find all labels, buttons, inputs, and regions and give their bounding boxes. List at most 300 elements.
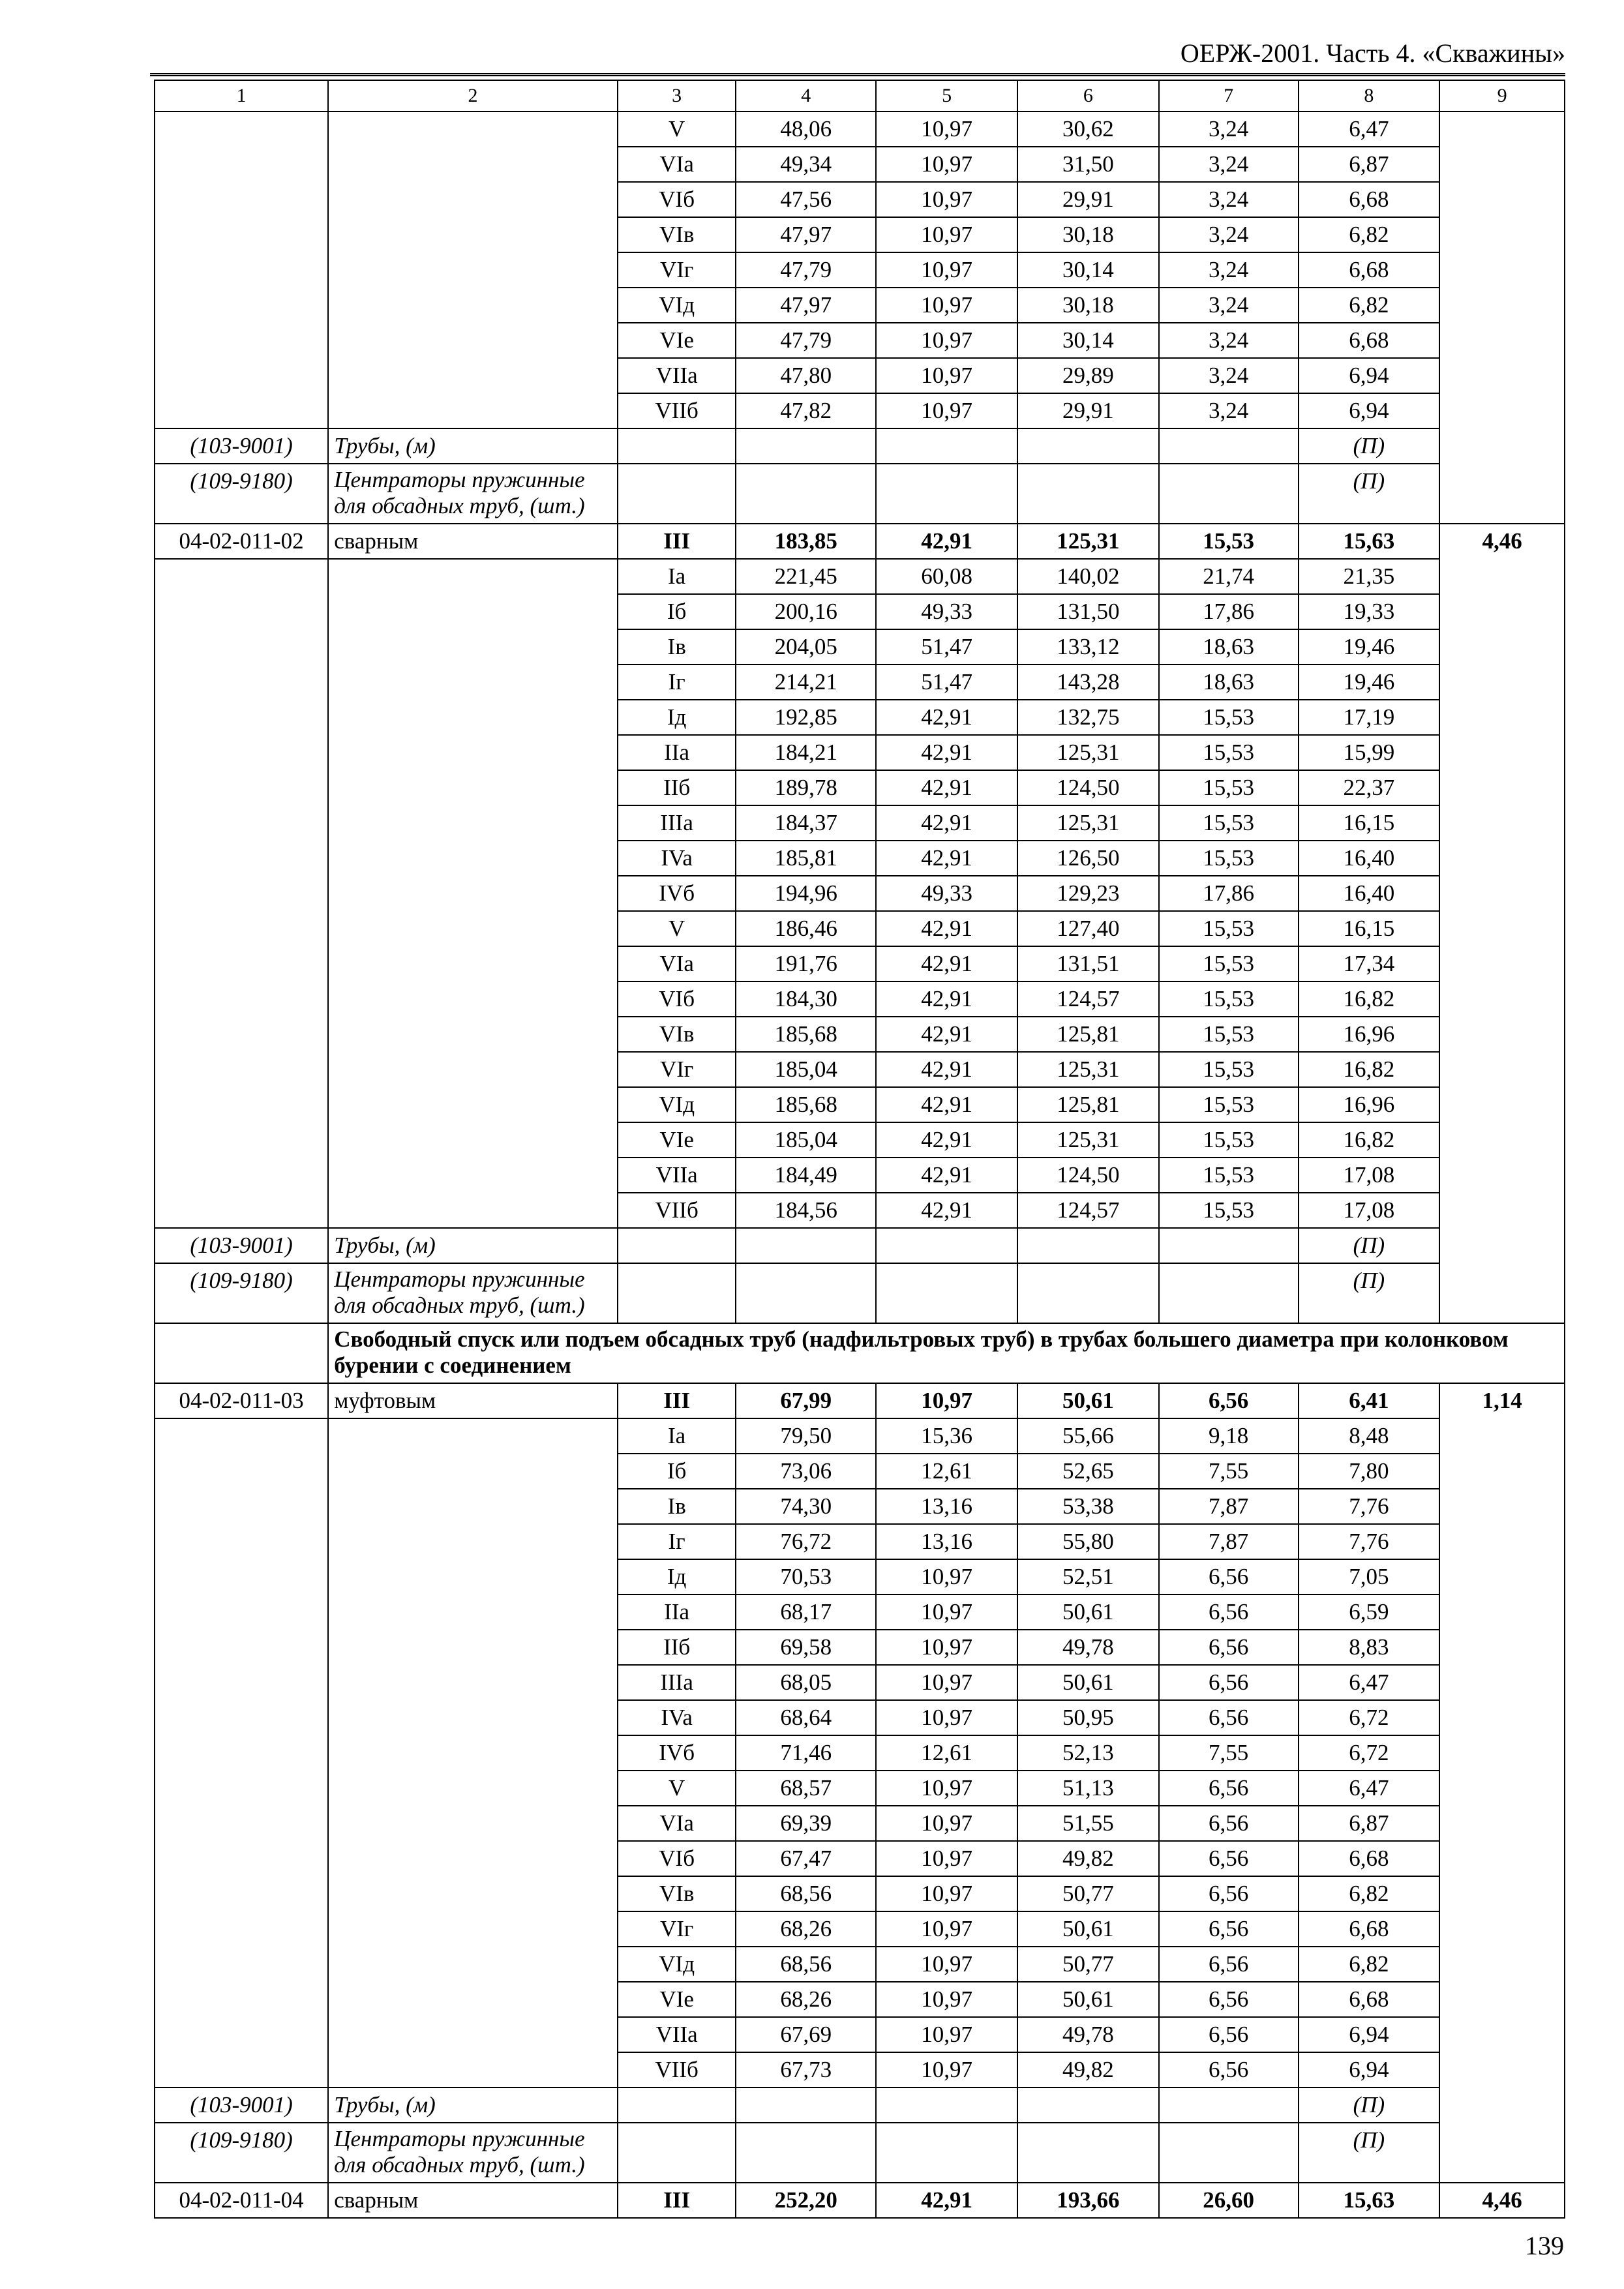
value-cell: 8,83: [1299, 1630, 1440, 1665]
name-cell: [328, 112, 618, 428]
value-cell: 10,97: [876, 1982, 1017, 2017]
empty-cell: [1159, 464, 1299, 524]
name-cell: сварным: [328, 524, 618, 559]
value-cell: 51,13: [1017, 1771, 1159, 1806]
value-cell: 19,33: [1299, 594, 1440, 629]
value-cell: 15,53: [1159, 1017, 1299, 1052]
value-cell: 68,17: [736, 1594, 876, 1630]
value-cell: 185,68: [736, 1087, 876, 1122]
zone-cell: V: [618, 112, 736, 147]
value-cell: 48,06: [736, 112, 876, 147]
value-cell: 47,82: [736, 393, 876, 428]
value-cell: 10,97: [876, 2017, 1017, 2052]
zone-cell: IIa: [618, 1594, 736, 1630]
value-cell: 7,80: [1299, 1454, 1440, 1489]
value-cell: 10,97: [876, 1911, 1017, 1947]
code-cell: [155, 112, 328, 428]
value-cell: 3,24: [1159, 323, 1299, 358]
value-cell: 185,04: [736, 1122, 876, 1158]
value-cell: 15,53: [1159, 700, 1299, 735]
value-cell: 68,05: [736, 1665, 876, 1700]
value-cell: 10,97: [876, 1841, 1017, 1876]
value-cell: 50,77: [1017, 1947, 1159, 1982]
value-cell: 10,97: [876, 182, 1017, 217]
value-cell: 8,48: [1299, 1418, 1440, 1454]
resource-code: (103-9001): [155, 2087, 328, 2123]
zone-cell: VIa: [618, 147, 736, 182]
value-cell: 189,78: [736, 770, 876, 805]
value-cell: 125,31: [1017, 1122, 1159, 1158]
value-cell: 22,37: [1299, 770, 1440, 805]
value-cell: 6,68: [1299, 252, 1440, 288]
zone-cell: VIб: [618, 1841, 736, 1876]
value-cell: 140,02: [1017, 559, 1159, 594]
empty-cell: [876, 1228, 1017, 1263]
value-cell: 42,91: [876, 735, 1017, 770]
zone-cell: VIд: [618, 1087, 736, 1122]
empty-cell: [618, 464, 736, 524]
value-cell: 16,40: [1299, 876, 1440, 911]
zone-cell: Iб: [618, 594, 736, 629]
value-cell: 185,81: [736, 841, 876, 876]
value-cell: 6,94: [1299, 2052, 1440, 2087]
value-cell: 17,08: [1299, 1158, 1440, 1193]
table-row-main: [155, 1383, 1565, 1418]
empty-cell: [1017, 428, 1159, 464]
value-cell: 68,64: [736, 1700, 876, 1735]
value-cell: 74,30: [736, 1489, 876, 1524]
page-number: 139: [1525, 2231, 1564, 2260]
resource-code: (109-9180): [155, 1263, 328, 1323]
value-cell: 50,61: [1017, 1911, 1159, 1947]
value-cell: 31,50: [1017, 147, 1159, 182]
empty-cell: [618, 2123, 736, 2183]
value-cell: 19,46: [1299, 665, 1440, 700]
resource-mark: (П): [1299, 428, 1440, 464]
value-cell: 30,18: [1017, 217, 1159, 252]
value-cell: 6,56: [1159, 1911, 1299, 1947]
value-cell: 184,37: [736, 805, 876, 841]
value-cell: 76,72: [736, 1524, 876, 1559]
resource-name: Трубы, (м): [328, 428, 618, 464]
resource-mark: (П): [1299, 1263, 1440, 1323]
material-row-centrators: [155, 464, 1565, 524]
empty-cell: [876, 2087, 1017, 2123]
column-number: 3: [618, 80, 736, 112]
value-cell: 50,61: [1017, 1665, 1159, 1700]
resource-name: Центраторы пружинные для обсадных труб, (шт.): [328, 2123, 618, 2183]
value-cell: 30,18: [1017, 288, 1159, 323]
zone-cell: VIIa: [618, 2017, 736, 2052]
empty-cell: [1159, 1228, 1299, 1263]
zone-cell: VIe: [618, 1122, 736, 1158]
value-cell: 47,97: [736, 217, 876, 252]
column-number: 6: [1017, 80, 1159, 112]
value-cell: 10,97: [876, 1559, 1017, 1594]
value-cell: 193,66: [1017, 2183, 1159, 2218]
value-cell: 9,18: [1159, 1418, 1299, 1454]
column-numbers-row: [155, 80, 1565, 112]
value-cell: 47,56: [736, 182, 876, 217]
value-cell: 131,51: [1017, 946, 1159, 981]
zone-cell: VIIб: [618, 393, 736, 428]
value-cell: 3,24: [1159, 182, 1299, 217]
material-row-centrators: [155, 2123, 1565, 2183]
value-cell: 10,97: [876, 217, 1017, 252]
resource-mark: (П): [1299, 2087, 1440, 2123]
column-number: 1: [155, 80, 328, 112]
value-cell: 15,53: [1159, 946, 1299, 981]
empty-cell: [736, 1228, 876, 1263]
value-cell: 51,55: [1017, 1806, 1159, 1841]
empty-cell: [876, 2123, 1017, 2183]
value-cell: 29,89: [1017, 358, 1159, 393]
col9-cell: 1,14: [1439, 1383, 1565, 2183]
value-cell: 3,24: [1159, 358, 1299, 393]
value-cell: 49,78: [1017, 2017, 1159, 2052]
value-cell: 6,68: [1299, 1911, 1440, 1947]
value-cell: 124,57: [1017, 1193, 1159, 1228]
code-cell: [155, 1418, 328, 2087]
zone-cell: Ia: [618, 1418, 736, 1454]
value-cell: 16,15: [1299, 805, 1440, 841]
value-cell: 3,24: [1159, 147, 1299, 182]
value-cell: 42,91: [876, 524, 1017, 559]
value-cell: 50,77: [1017, 1876, 1159, 1911]
empty-cell: [618, 1263, 736, 1323]
empty-cell: [1159, 2087, 1299, 2123]
zone-cell: VIв: [618, 1017, 736, 1052]
empty-cell: [1017, 2087, 1159, 2123]
value-cell: 7,76: [1299, 1524, 1440, 1559]
zone-cell: VIд: [618, 288, 736, 323]
value-cell: 185,04: [736, 1052, 876, 1087]
value-cell: 200,16: [736, 594, 876, 629]
value-cell: 67,47: [736, 1841, 876, 1876]
value-cell: 69,39: [736, 1806, 876, 1841]
value-cell: 68,57: [736, 1771, 876, 1806]
value-cell: 143,28: [1017, 665, 1159, 700]
value-cell: 42,91: [876, 2183, 1017, 2218]
value-cell: 16,82: [1299, 1052, 1440, 1087]
section-heading-row: [155, 1323, 1565, 1383]
empty-cell: [876, 464, 1017, 524]
value-cell: 6,56: [1159, 1806, 1299, 1841]
empty-cell: [1017, 464, 1159, 524]
value-cell: 17,34: [1299, 946, 1440, 981]
resource-code: (103-9001): [155, 1228, 328, 1263]
value-cell: 21,74: [1159, 559, 1299, 594]
value-cell: 15,53: [1159, 805, 1299, 841]
value-cell: 68,26: [736, 1982, 876, 2017]
empty-cell: [736, 464, 876, 524]
value-cell: 204,05: [736, 629, 876, 665]
table-row: [155, 559, 1565, 594]
value-cell: 10,97: [876, 1665, 1017, 1700]
value-cell: 6,56: [1159, 1947, 1299, 1982]
value-cell: 6,72: [1299, 1735, 1440, 1771]
value-cell: 49,82: [1017, 2052, 1159, 2087]
zone-cell: VIIб: [618, 1193, 736, 1228]
zone-cell: VIe: [618, 323, 736, 358]
value-cell: 68,56: [736, 1876, 876, 1911]
empty-cell: [1159, 1263, 1299, 1323]
value-cell: 10,97: [876, 1771, 1017, 1806]
value-cell: 67,99: [736, 1383, 876, 1418]
value-cell: 125,31: [1017, 735, 1159, 770]
value-cell: 50,61: [1017, 1594, 1159, 1630]
value-cell: 3,24: [1159, 252, 1299, 288]
zone-cell: Iб: [618, 1454, 736, 1489]
value-cell: 52,65: [1017, 1454, 1159, 1489]
value-cell: 6,56: [1159, 1630, 1299, 1665]
value-cell: 15,63: [1299, 2183, 1440, 2218]
material-row-pipes: [155, 428, 1565, 464]
column-number: 8: [1299, 80, 1440, 112]
value-cell: 17,19: [1299, 700, 1440, 735]
value-cell: 10,97: [876, 323, 1017, 358]
resource-code: (103-9001): [155, 428, 328, 464]
value-cell: 10,97: [876, 1806, 1017, 1841]
value-cell: 49,33: [876, 876, 1017, 911]
value-cell: 252,20: [736, 2183, 876, 2218]
zone-cell: VIe: [618, 1982, 736, 2017]
value-cell: 7,87: [1159, 1524, 1299, 1559]
value-cell: 6,56: [1159, 1876, 1299, 1911]
material-row-centrators: [155, 1263, 1565, 1323]
value-cell: 183,85: [736, 524, 876, 559]
value-cell: 6,68: [1299, 1841, 1440, 1876]
zone-cell: VIa: [618, 946, 736, 981]
value-cell: 16,82: [1299, 981, 1440, 1017]
value-cell: 125,31: [1017, 524, 1159, 559]
value-cell: 10,97: [876, 1947, 1017, 1982]
value-cell: 125,31: [1017, 805, 1159, 841]
value-cell: 221,45: [736, 559, 876, 594]
value-cell: 55,66: [1017, 1418, 1159, 1454]
value-cell: 6,87: [1299, 1806, 1440, 1841]
value-cell: 15,53: [1159, 735, 1299, 770]
value-cell: 6,94: [1299, 393, 1440, 428]
value-cell: 6,82: [1299, 217, 1440, 252]
value-cell: 15,53: [1159, 1193, 1299, 1228]
value-cell: 16,96: [1299, 1087, 1440, 1122]
empty-cell: [876, 428, 1017, 464]
zone-cell: Iв: [618, 629, 736, 665]
zone-cell: VIa: [618, 1806, 736, 1841]
value-cell: 52,51: [1017, 1559, 1159, 1594]
zone-cell: VIб: [618, 182, 736, 217]
zone-cell: III: [618, 524, 736, 559]
value-cell: 53,38: [1017, 1489, 1159, 1524]
column-number: 9: [1439, 80, 1565, 112]
value-cell: 30,14: [1017, 323, 1159, 358]
value-cell: 55,80: [1017, 1524, 1159, 1559]
value-cell: 15,53: [1159, 770, 1299, 805]
zone-cell: III: [618, 1383, 736, 1418]
zone-cell: IVa: [618, 1700, 736, 1735]
value-cell: 10,97: [876, 393, 1017, 428]
empty-cell: [1017, 2123, 1159, 2183]
value-cell: 6,94: [1299, 358, 1440, 393]
value-cell: 6,56: [1159, 1771, 1299, 1806]
col9-cell: 4,46: [1439, 2183, 1565, 2218]
zone-cell: IVa: [618, 841, 736, 876]
resource-mark: (П): [1299, 464, 1440, 524]
value-cell: 42,91: [876, 946, 1017, 981]
value-cell: 19,46: [1299, 629, 1440, 665]
value-cell: 26,60: [1159, 2183, 1299, 2218]
value-cell: 6,56: [1159, 1700, 1299, 1735]
value-cell: 16,82: [1299, 1122, 1440, 1158]
col9-cell: 4,46: [1439, 524, 1565, 1323]
value-cell: 67,73: [736, 2052, 876, 2087]
empty-cell: [1017, 1263, 1159, 1323]
code-cell: [155, 559, 328, 1228]
value-cell: 49,78: [1017, 1630, 1159, 1665]
value-cell: 10,97: [876, 1383, 1017, 1418]
value-cell: 132,75: [1017, 700, 1159, 735]
value-cell: 68,56: [736, 1947, 876, 1982]
value-cell: 10,97: [876, 112, 1017, 147]
code-cell: 04-02-011-03: [155, 1383, 328, 1418]
value-cell: 47,80: [736, 358, 876, 393]
value-cell: 124,50: [1017, 1158, 1159, 1193]
empty-cell: [618, 1228, 736, 1263]
value-cell: 7,55: [1159, 1454, 1299, 1489]
empty-cell: [155, 1323, 328, 1383]
value-cell: 6,87: [1299, 147, 1440, 182]
column-number: 7: [1159, 80, 1299, 112]
empty-cell: [736, 2123, 876, 2183]
value-cell: 15,53: [1159, 1052, 1299, 1087]
value-cell: 51,47: [876, 629, 1017, 665]
value-cell: 15,36: [876, 1418, 1017, 1454]
value-cell: 184,49: [736, 1158, 876, 1193]
zone-cell: IVб: [618, 876, 736, 911]
resource-mark: (П): [1299, 2123, 1440, 2183]
resource-code: (109-9180): [155, 2123, 328, 2183]
value-cell: 42,91: [876, 981, 1017, 1017]
code-cell: 04-02-011-02: [155, 524, 328, 559]
zone-cell: VIг: [618, 1911, 736, 1947]
value-cell: 16,40: [1299, 841, 1440, 876]
value-cell: 10,97: [876, 2052, 1017, 2087]
value-cell: 15,53: [1159, 1087, 1299, 1122]
value-cell: 6,56: [1159, 1383, 1299, 1418]
column-number: 5: [876, 80, 1017, 112]
value-cell: 6,47: [1299, 1771, 1440, 1806]
value-cell: 29,91: [1017, 393, 1159, 428]
value-cell: 6,94: [1299, 2017, 1440, 2052]
value-cell: 16,96: [1299, 1017, 1440, 1052]
zone-cell: Iв: [618, 1489, 736, 1524]
value-cell: 42,91: [876, 1052, 1017, 1087]
value-cell: 17,08: [1299, 1193, 1440, 1228]
value-cell: 124,50: [1017, 770, 1159, 805]
name-cell: муфтовым: [328, 1383, 618, 1418]
value-cell: 6,56: [1159, 1841, 1299, 1876]
empty-cell: [1017, 1228, 1159, 1263]
page-header: ОЕРЖ-2001. Часть 4. «Скважины»: [1180, 38, 1565, 68]
value-cell: 7,55: [1159, 1735, 1299, 1771]
value-cell: 186,46: [736, 911, 876, 946]
table-row: [155, 1418, 1565, 1454]
empty-cell: [618, 2087, 736, 2123]
value-cell: 3,24: [1159, 112, 1299, 147]
value-cell: 133,12: [1017, 629, 1159, 665]
value-cell: 42,91: [876, 1158, 1017, 1193]
value-cell: 6,56: [1159, 2017, 1299, 2052]
value-cell: 50,61: [1017, 1982, 1159, 2017]
value-cell: 42,91: [876, 911, 1017, 946]
value-cell: 10,97: [876, 147, 1017, 182]
resource-name: Трубы, (м): [328, 1228, 618, 1263]
value-cell: 10,97: [876, 252, 1017, 288]
value-cell: 184,30: [736, 981, 876, 1017]
zone-cell: VIг: [618, 1052, 736, 1087]
resource-name: Центраторы пружинные для обсадных труб, (шт.): [328, 464, 618, 524]
zone-cell: VIIб: [618, 2052, 736, 2087]
value-cell: 6,68: [1299, 1982, 1440, 2017]
value-cell: 15,53: [1159, 1158, 1299, 1193]
zone-cell: IIб: [618, 770, 736, 805]
value-cell: 69,58: [736, 1630, 876, 1665]
value-cell: 6,47: [1299, 112, 1440, 147]
value-cell: 42,91: [876, 1087, 1017, 1122]
value-cell: 6,47: [1299, 1665, 1440, 1700]
value-cell: 126,50: [1017, 841, 1159, 876]
value-cell: 67,69: [736, 2017, 876, 2052]
resource-name: Центраторы пружинные для обсадных труб, (шт.): [328, 1263, 618, 1323]
value-cell: 6,59: [1299, 1594, 1440, 1630]
value-cell: 15,53: [1159, 524, 1299, 559]
zone-cell: VIIa: [618, 358, 736, 393]
name-cell: сварным: [328, 2183, 618, 2218]
value-cell: 10,97: [876, 1594, 1017, 1630]
value-cell: 42,91: [876, 841, 1017, 876]
name-cell: [328, 1418, 618, 2087]
value-cell: 15,53: [1159, 1122, 1299, 1158]
zone-cell: Iд: [618, 1559, 736, 1594]
zone-cell: III: [618, 2183, 736, 2218]
value-cell: 6,56: [1159, 1594, 1299, 1630]
value-cell: 131,50: [1017, 594, 1159, 629]
resource-name: Трубы, (м): [328, 2087, 618, 2123]
value-cell: 125,31: [1017, 1052, 1159, 1087]
value-cell: 125,81: [1017, 1017, 1159, 1052]
zone-cell: VIд: [618, 1947, 736, 1982]
value-cell: 15,63: [1299, 524, 1440, 559]
value-cell: 49,82: [1017, 1841, 1159, 1876]
value-cell: 192,85: [736, 700, 876, 735]
value-cell: 42,91: [876, 1193, 1017, 1228]
empty-cell: [618, 428, 736, 464]
zone-cell: Iд: [618, 700, 736, 735]
empty-cell: [876, 1263, 1017, 1323]
empty-cell: [736, 428, 876, 464]
value-cell: 49,34: [736, 147, 876, 182]
value-cell: 185,68: [736, 1017, 876, 1052]
value-cell: 6,82: [1299, 1876, 1440, 1911]
value-cell: 6,68: [1299, 182, 1440, 217]
value-cell: 12,61: [876, 1454, 1017, 1489]
zone-cell: Ia: [618, 559, 736, 594]
value-cell: 124,57: [1017, 981, 1159, 1017]
zone-cell: VIв: [618, 1876, 736, 1911]
value-cell: 6,56: [1159, 1559, 1299, 1594]
header-rule: [150, 73, 1565, 76]
